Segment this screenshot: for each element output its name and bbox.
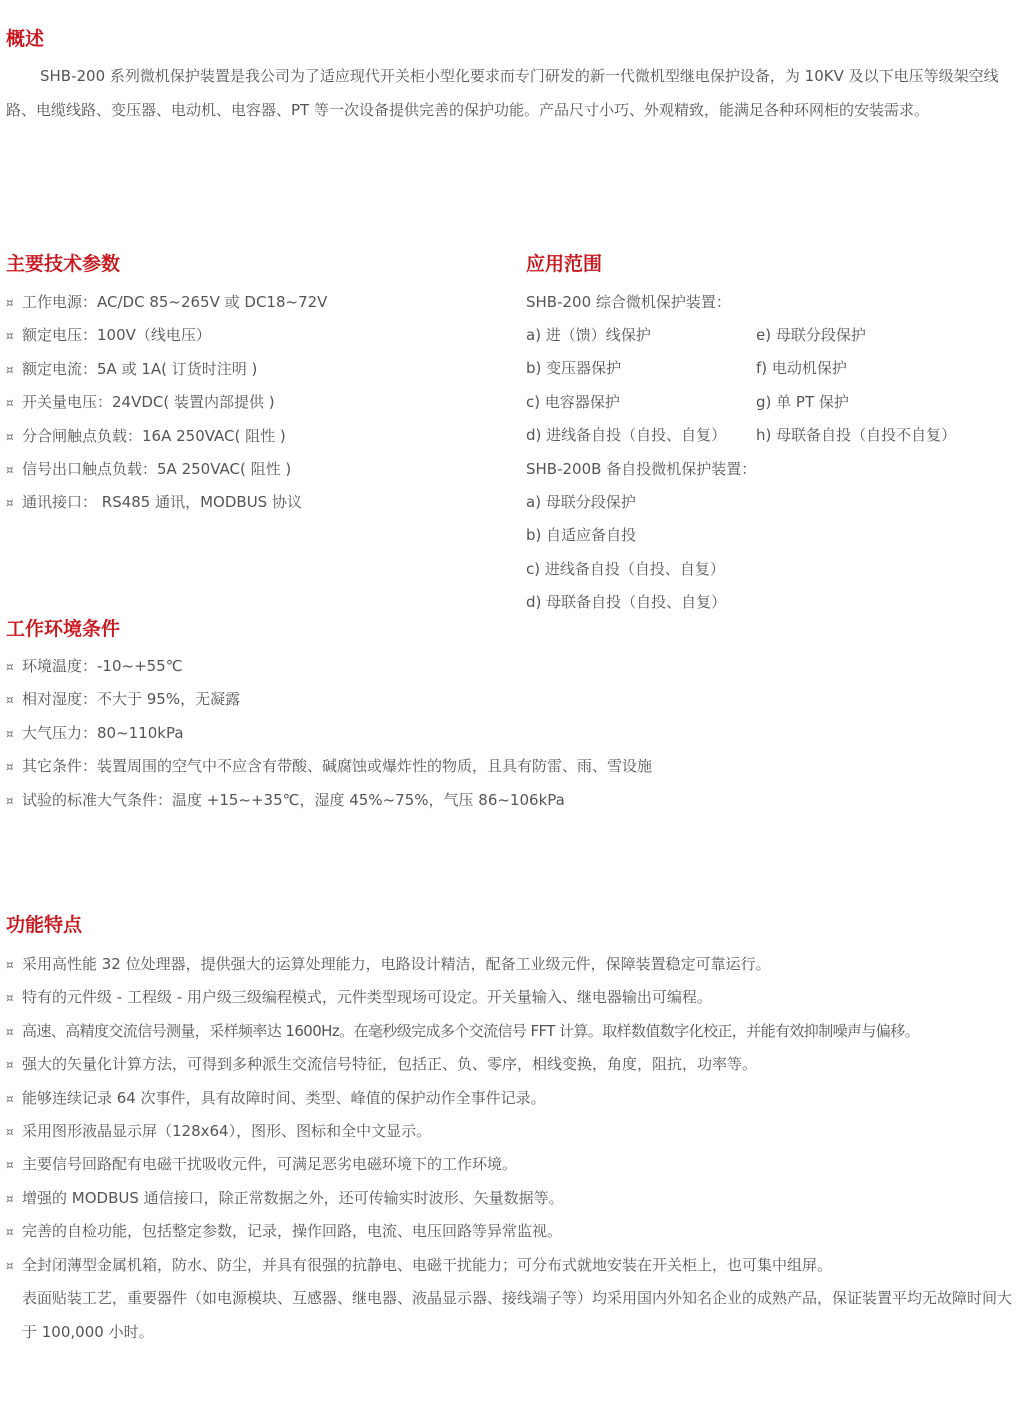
list-item: ¤ 大气压力：80~110kPa [6, 717, 652, 750]
bullet-icon: ¤ [6, 1158, 14, 1173]
scope-group1-title: SHB-200 综合微机保护装置： [526, 293, 731, 311]
bullet-icon: ¤ [6, 793, 14, 808]
bullet-icon: ¤ [6, 496, 14, 511]
list-item: a) 进（馈）线保护 e) 母联分段保护 [526, 326, 866, 344]
bullet-icon [6, 1283, 22, 1316]
bullet-icon: ¤ [6, 1024, 14, 1039]
bullet-icon: ¤ [6, 462, 14, 477]
list-item: 表面贴装工艺，重要器件（如电源模块、互感器、继电器、液晶显示器、接线端子等）均采用国内外知名企业的成熟产品，保证装置平均无故障时间大于 100,000 小时。 [6, 1282, 1012, 1350]
list-item: ¤ 特有的元件级 - 工程级 - 用户级三级编程模式，元件类型现场可设定。开关量输入、继电器输出可编程。 [6, 981, 1012, 1014]
list-item: ¤ 能够连续记录 64 次事件，具有故障时间、类型、峰值的保护动作全事件记录。 [6, 1082, 1012, 1115]
bullet-icon: ¤ [6, 726, 14, 741]
bullet-icon: ¤ [6, 991, 14, 1006]
bullet-icon: ¤ [6, 362, 14, 377]
list-item: ¤ 全封闭薄型金属机箱，防水、防尘，并具有很强的抗静电、电磁干扰能力；可分布式就地安装在开关柜上，也可集中组屏。 [6, 1249, 1012, 1282]
list-item: b) 变压器保护 f) 电动机保护 [526, 359, 847, 378]
bullet-icon: ¤ [6, 1258, 14, 1273]
list-item: ¤ 增强的 MODBUS 通信接口，除正常数据之外，还可传输实时波形、矢量数据等。 [6, 1182, 1012, 1215]
environment-heading: 工作环境条件 [6, 618, 121, 640]
list-item: ¤ 额定电流：5A 或 1A( 订货时注明 ) [6, 353, 327, 386]
list-item: ¤ 采用图形液晶显示屏（128x64），图形、图标和全中文显示。 [6, 1115, 1012, 1148]
environment-list [6, 650, 652, 817]
list-item: d) 母联备自投（自投、自复） [526, 593, 727, 612]
list-item: ¤ 其它条件：装置周围的空气中不应含有带酸、碱腐蚀或爆炸性的物质，且具有防雷、雨、雪设施 [6, 750, 652, 783]
list-item: c) 进线备自投（自投、自复） [526, 559, 725, 578]
list-item: ¤ 强大的矢量化计算方法，可得到多种派生交流信号特征，包括正、负、零序，相线变换，角度，阻抗，功率等。 [6, 1048, 1012, 1081]
list-item: ¤ 高速、高精度交流信号测量，采样频率达 1600Hz。在毫秒级完成多个交流信号 FFT 计算。取样数值数字化校正，并能有效抑制噪声与偏移。 [6, 1015, 1012, 1048]
bullet-icon: ¤ [6, 296, 14, 310]
scope-group1-list [526, 319, 956, 453]
bullet-icon: ¤ [6, 958, 14, 972]
bullet-icon: ¤ [6, 760, 14, 775]
list-item: ¤ 通讯接口： RS485 通讯，MODBUS 协议 [6, 486, 327, 519]
overview-paragraph: SHB-200 系列微机保护装置是我公司为了适应现代开关柜小型化要求而专门研发的新一代微机型继电保护设备，为 10KV 及以下电压等级架空线路、电缆线路、变压器、电动机、电容器、PT 等一次设备提供完善的保护功能。产品尺寸小巧、外观精致，能满足各种环网柜的安装需求。 [6, 67, 999, 119]
scope-group2-list [526, 486, 726, 620]
bullet-icon: ¤ [6, 1091, 14, 1106]
list-item: ¤ 工作电源：AC/DC 85~265V 或 DC18~72V [6, 286, 327, 319]
features-list [6, 948, 1012, 1350]
overview-heading: 概述 [6, 28, 45, 50]
list-item: ¤ 完善的自检功能，包括整定参数，记录，操作回路，电流、电压回路等异常监视。 [6, 1215, 1012, 1248]
bullet-icon: ¤ [6, 1191, 14, 1206]
list-item: ¤ 采用高性能 32 位处理器，提供强大的运算处理能力，电路设计精洁，配备工业级元件，保障装置稳定可靠运行。 [6, 948, 1012, 981]
features-heading: 功能特点 [6, 914, 83, 936]
bullet-icon: ¤ [6, 1225, 14, 1240]
list-item: ¤ 分合闸触点负载：16A 250VAC( 阻性 ) [6, 420, 327, 453]
list-item: b) 自适应备自投 [526, 526, 637, 545]
bullet-icon: ¤ [6, 693, 14, 708]
scope-heading: 应用范围 [526, 253, 603, 275]
list-item: ¤ 主要信号回路配有电磁干扰吸收元件，可满足恶劣电磁环境下的工作环境。 [6, 1148, 1012, 1181]
list-item: ¤ 相对湿度：不大于 95%，无凝露 [6, 683, 652, 716]
list-item: ¤ 额定电压：100V（线电压） [6, 319, 327, 352]
scope-group2-title: SHB-200B 备自投微机保护装置： [526, 460, 757, 478]
bullet-icon: ¤ [6, 329, 14, 344]
tech-params-list [6, 286, 327, 520]
list-item: a) 母联分段保护 [526, 493, 636, 511]
list-item: ¤ 环境温度：-10~+55℃ [6, 650, 652, 683]
list-item: ¤ 试验的标准大气条件：温度 +15~+35℃，湿度 45%~75%，气压 86~106kPa [6, 784, 652, 817]
tech-params-heading: 主要技术参数 [6, 253, 121, 275]
bullet-icon: ¤ [6, 396, 14, 411]
list-item: c) 电容器保护 g) 单 PT 保护 [526, 392, 849, 411]
bullet-icon: ¤ [6, 1124, 14, 1139]
bullet-icon: ¤ [6, 1058, 14, 1073]
bullet-icon: ¤ [6, 429, 14, 444]
list-item: ¤ 开关量电压：24VDC( 装置内部提供 ) [6, 386, 327, 419]
list-item: ¤ 信号出口触点负载：5A 250VAC( 阻性 ) [6, 453, 327, 486]
bullet-icon: ¤ [6, 660, 14, 674]
list-item: d) 进线备自投（自投、自复） h) 母联备自投（自投不自复） [526, 426, 957, 445]
